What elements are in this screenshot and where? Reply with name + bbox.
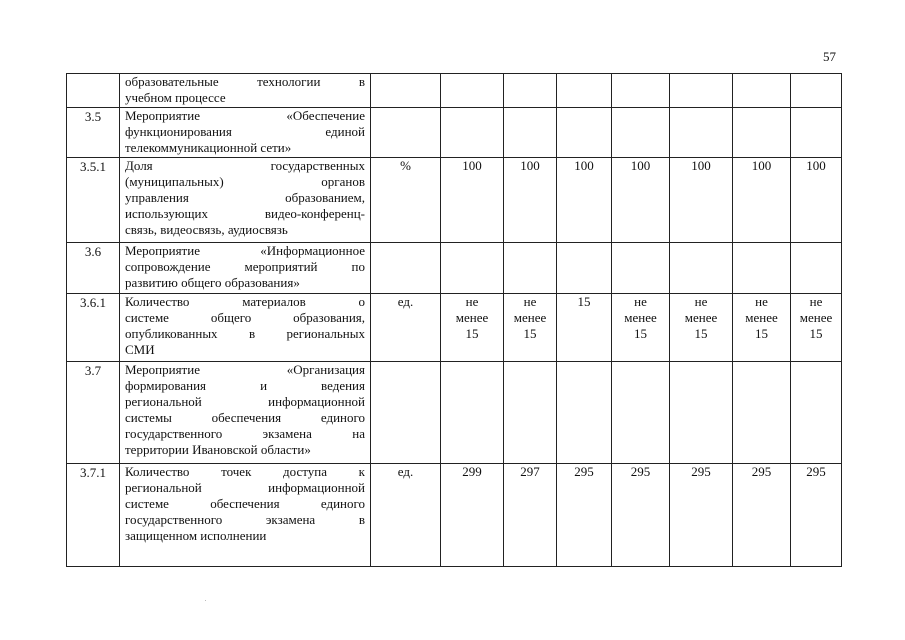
description-line: территории Ивановской области» bbox=[125, 442, 311, 457]
indicator-description bbox=[120, 243, 371, 294]
value-line: менее bbox=[455, 310, 489, 325]
value-cell: 100 bbox=[612, 158, 670, 243]
table-row bbox=[67, 294, 842, 362]
description-line: Доля государственных bbox=[125, 158, 365, 173]
description-line: государственного экзамена на bbox=[125, 426, 365, 441]
value-cell: 15 bbox=[557, 294, 612, 362]
value-line: менее bbox=[745, 310, 778, 325]
description-line: управления образованием, bbox=[125, 190, 365, 205]
value-line: менее bbox=[799, 310, 833, 325]
value-cell bbox=[504, 74, 557, 108]
value-cell bbox=[441, 74, 504, 108]
description-line: государственного экзамена в bbox=[125, 512, 365, 527]
unit-cell bbox=[371, 108, 441, 158]
value-line: 15 bbox=[465, 326, 479, 341]
indicators-table bbox=[66, 73, 842, 567]
description-line: Мероприятие «Обеспечение bbox=[125, 108, 365, 123]
table-row bbox=[67, 108, 842, 158]
description-line: образовательные технологии в bbox=[125, 74, 365, 89]
value-cell: 295 bbox=[733, 464, 791, 567]
row-number: 3.6 bbox=[67, 243, 120, 294]
description-line: Мероприятие «Организация bbox=[125, 362, 365, 377]
indicator-description bbox=[120, 74, 371, 108]
value-cell bbox=[504, 294, 557, 362]
indicator-description bbox=[120, 158, 371, 243]
value-cell bbox=[733, 243, 791, 294]
description-line: системы обеспечения единого bbox=[125, 410, 365, 425]
value-line: 15 bbox=[523, 326, 537, 341]
value-cell bbox=[670, 362, 733, 464]
unit-cell: ед. bbox=[371, 294, 441, 362]
indicator-description bbox=[120, 362, 371, 464]
value-cell bbox=[791, 74, 842, 108]
value-cell: 100 bbox=[557, 158, 612, 243]
value-cell bbox=[504, 243, 557, 294]
value-cell: 100 bbox=[441, 158, 504, 243]
value-cell bbox=[612, 243, 670, 294]
value-cell: 100 bbox=[504, 158, 557, 243]
unit-cell: % bbox=[371, 158, 441, 243]
value-cell bbox=[441, 362, 504, 464]
value-cell: 297 bbox=[504, 464, 557, 567]
value-cell bbox=[733, 74, 791, 108]
indicator-description bbox=[120, 108, 371, 158]
indicator-description bbox=[120, 294, 371, 362]
description-line: (муниципальных) органов bbox=[125, 174, 365, 189]
table-row bbox=[67, 243, 842, 294]
value-cell: 100 bbox=[791, 158, 842, 243]
value-line: не bbox=[634, 294, 647, 309]
value-line: менее bbox=[513, 310, 547, 325]
description-line: Количество материалов о bbox=[125, 294, 365, 309]
scan-speck bbox=[205, 600, 206, 601]
indicator-description bbox=[120, 464, 371, 567]
description-line: формирования и ведения bbox=[125, 378, 365, 393]
value-line: не bbox=[809, 294, 823, 309]
description-line: сопровождение мероприятий по bbox=[125, 259, 365, 274]
description-line: телекоммуникационной сети» bbox=[125, 140, 292, 155]
description-line: развитию общего образования» bbox=[125, 275, 300, 290]
value-cell bbox=[733, 294, 791, 362]
value-cell bbox=[612, 362, 670, 464]
row-number: 3.5.1 bbox=[67, 158, 120, 243]
value-cell bbox=[733, 108, 791, 158]
description-line: региональной информационной bbox=[125, 480, 365, 495]
value-line: 15 bbox=[634, 326, 647, 341]
row-number: 3.5 bbox=[67, 108, 120, 158]
value-line: менее bbox=[684, 310, 718, 325]
value-cell bbox=[791, 294, 842, 362]
table-row bbox=[67, 74, 842, 108]
table-row bbox=[67, 362, 842, 464]
description-line: связь, видеосвязь, аудиосвязь bbox=[125, 222, 288, 237]
value-line: не bbox=[755, 294, 768, 309]
value-cell bbox=[612, 74, 670, 108]
value-cell bbox=[441, 243, 504, 294]
value-line: не bbox=[694, 294, 708, 309]
table-row bbox=[67, 158, 842, 243]
value-cell: 295 bbox=[670, 464, 733, 567]
value-cell bbox=[504, 108, 557, 158]
value-cell: 295 bbox=[612, 464, 670, 567]
description-line: Мероприятие «Информационное bbox=[125, 243, 365, 258]
value-cell: 299 bbox=[441, 464, 504, 567]
value-cell bbox=[504, 362, 557, 464]
value-cell bbox=[441, 108, 504, 158]
value-line: менее bbox=[624, 310, 657, 325]
description-line: учебном процессе bbox=[125, 90, 226, 105]
value-cell bbox=[791, 243, 842, 294]
description-line: системе обеспечения единого bbox=[125, 496, 365, 511]
description-line: функционирования единой bbox=[125, 124, 365, 139]
description-line: защищенном исполнении bbox=[125, 528, 267, 543]
value-cell bbox=[557, 362, 612, 464]
value-cell bbox=[791, 362, 842, 464]
value-line: 15 bbox=[809, 326, 823, 341]
value-cell bbox=[557, 243, 612, 294]
value-cell bbox=[441, 294, 504, 362]
description-line: опубликованных в региональных bbox=[125, 326, 365, 341]
unit-cell bbox=[371, 362, 441, 464]
value-cell bbox=[733, 362, 791, 464]
description-line: региональной информационной bbox=[125, 394, 365, 409]
value-cell bbox=[557, 108, 612, 158]
unit-cell bbox=[371, 243, 441, 294]
value-cell: 295 bbox=[791, 464, 842, 567]
page-number: 57 bbox=[823, 49, 836, 64]
value-cell: 295 bbox=[557, 464, 612, 567]
row-number: 3.7.1 bbox=[67, 464, 120, 567]
unit-cell bbox=[371, 74, 441, 108]
value-cell bbox=[670, 108, 733, 158]
description-line: Количество точек доступа к bbox=[125, 464, 365, 479]
row-number: 3.7 bbox=[67, 362, 120, 464]
value-cell bbox=[557, 74, 612, 108]
value-cell bbox=[612, 294, 670, 362]
value-cell: 100 bbox=[733, 158, 791, 243]
value-line: 15 bbox=[694, 326, 708, 341]
value-cell bbox=[670, 243, 733, 294]
value-line: 15 bbox=[755, 326, 768, 341]
row-number bbox=[67, 74, 120, 108]
value-cell bbox=[791, 108, 842, 158]
value-cell: 100 bbox=[670, 158, 733, 243]
value-line: не bbox=[523, 294, 537, 309]
row-number: 3.6.1 bbox=[67, 294, 120, 362]
value-cell bbox=[670, 294, 733, 362]
description-line: использующих видео-конференц- bbox=[125, 206, 365, 221]
description-line: системе общего образования, bbox=[125, 310, 365, 325]
unit-cell: ед. bbox=[371, 464, 441, 567]
table-row bbox=[67, 464, 842, 567]
value-line: не bbox=[465, 294, 479, 309]
value-cell bbox=[670, 74, 733, 108]
description-line: СМИ bbox=[125, 342, 155, 357]
value-cell bbox=[612, 108, 670, 158]
